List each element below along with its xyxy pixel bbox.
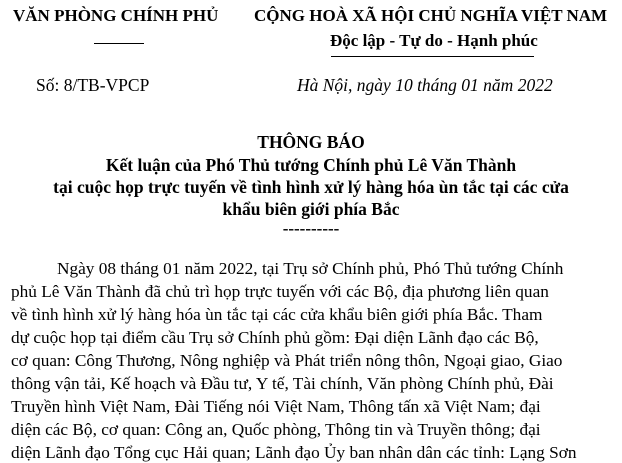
body-line: dự cuộc họp tại điểm cầu Trụ sở Chính phủ gồm: Đại diện Lãnh đạo các Bộ, [11,328,539,347]
document-number: Số: 8/TB-VPCP [36,75,150,95]
notice-subtitle-line: khẩu biên giới phía Bắc [222,199,400,219]
notice-subtitle-line: Kết luận của Phó Thủ tướng Chính phủ Lê Văn Thành [105,155,517,175]
notice-heading: THÔNG BÁO [257,132,365,152]
country-name: CỘNG HOÀ XÃ HỘI CHỦ NGHĨA VIỆT NAM [254,6,608,25]
body-line: diện Lãnh đạo Tổng cục Hải quan; Lãnh đạo Ủy ban nhân dân các tỉnh: Lạng Sơn [11,443,577,462]
body-line: Ngày 08 tháng 01 năm 2022, tại Trụ sở Chính phủ, Phó Thủ tướng Chính [57,259,564,278]
agency-underline [94,43,144,44]
national-motto: Độc lập - Tự do - Hạnh phúc [330,31,538,50]
notice-subtitle-line: tại cuộc họp trực tuyến về tình hình xử lý hàng hóa ùn tắc tại các cửa [53,177,569,197]
body-line: Truyền hình Việt Nam, Đài Tiếng nói Việt Nam, Thông tấn xã Việt Nam; đại [11,397,541,416]
agency-name: VĂN PHÒNG CHÍNH PHỦ [13,6,219,25]
body-line: về tình hình xử lý hàng hóa ùn tắc tại các cửa khẩu biên giới phía Bắc. Tham [11,305,543,324]
body-line: thông vận tải, Kế hoạch và Đầu tư, Y tế, Tài chính, Văn phòng Chính phủ, Đài [11,374,554,393]
motto-underline [331,56,534,57]
body-line: cơ quan: Công Thương, Nông nghiệp và Phát triển nông thôn, Ngoại giao, Giao [11,351,563,370]
place-date: Hà Nội, ngày 10 tháng 01 năm 2022 [297,75,553,95]
title-separator: ---------- [282,219,340,238]
body-line: phủ Lê Văn Thành đã chủ trì họp trực tuyến với các Bộ, địa phương liên quan [11,282,549,301]
body-line: diện các Bộ, cơ quan: Công an, Quốc phòng, Thông tin và Truyền thông; đại [11,420,541,439]
